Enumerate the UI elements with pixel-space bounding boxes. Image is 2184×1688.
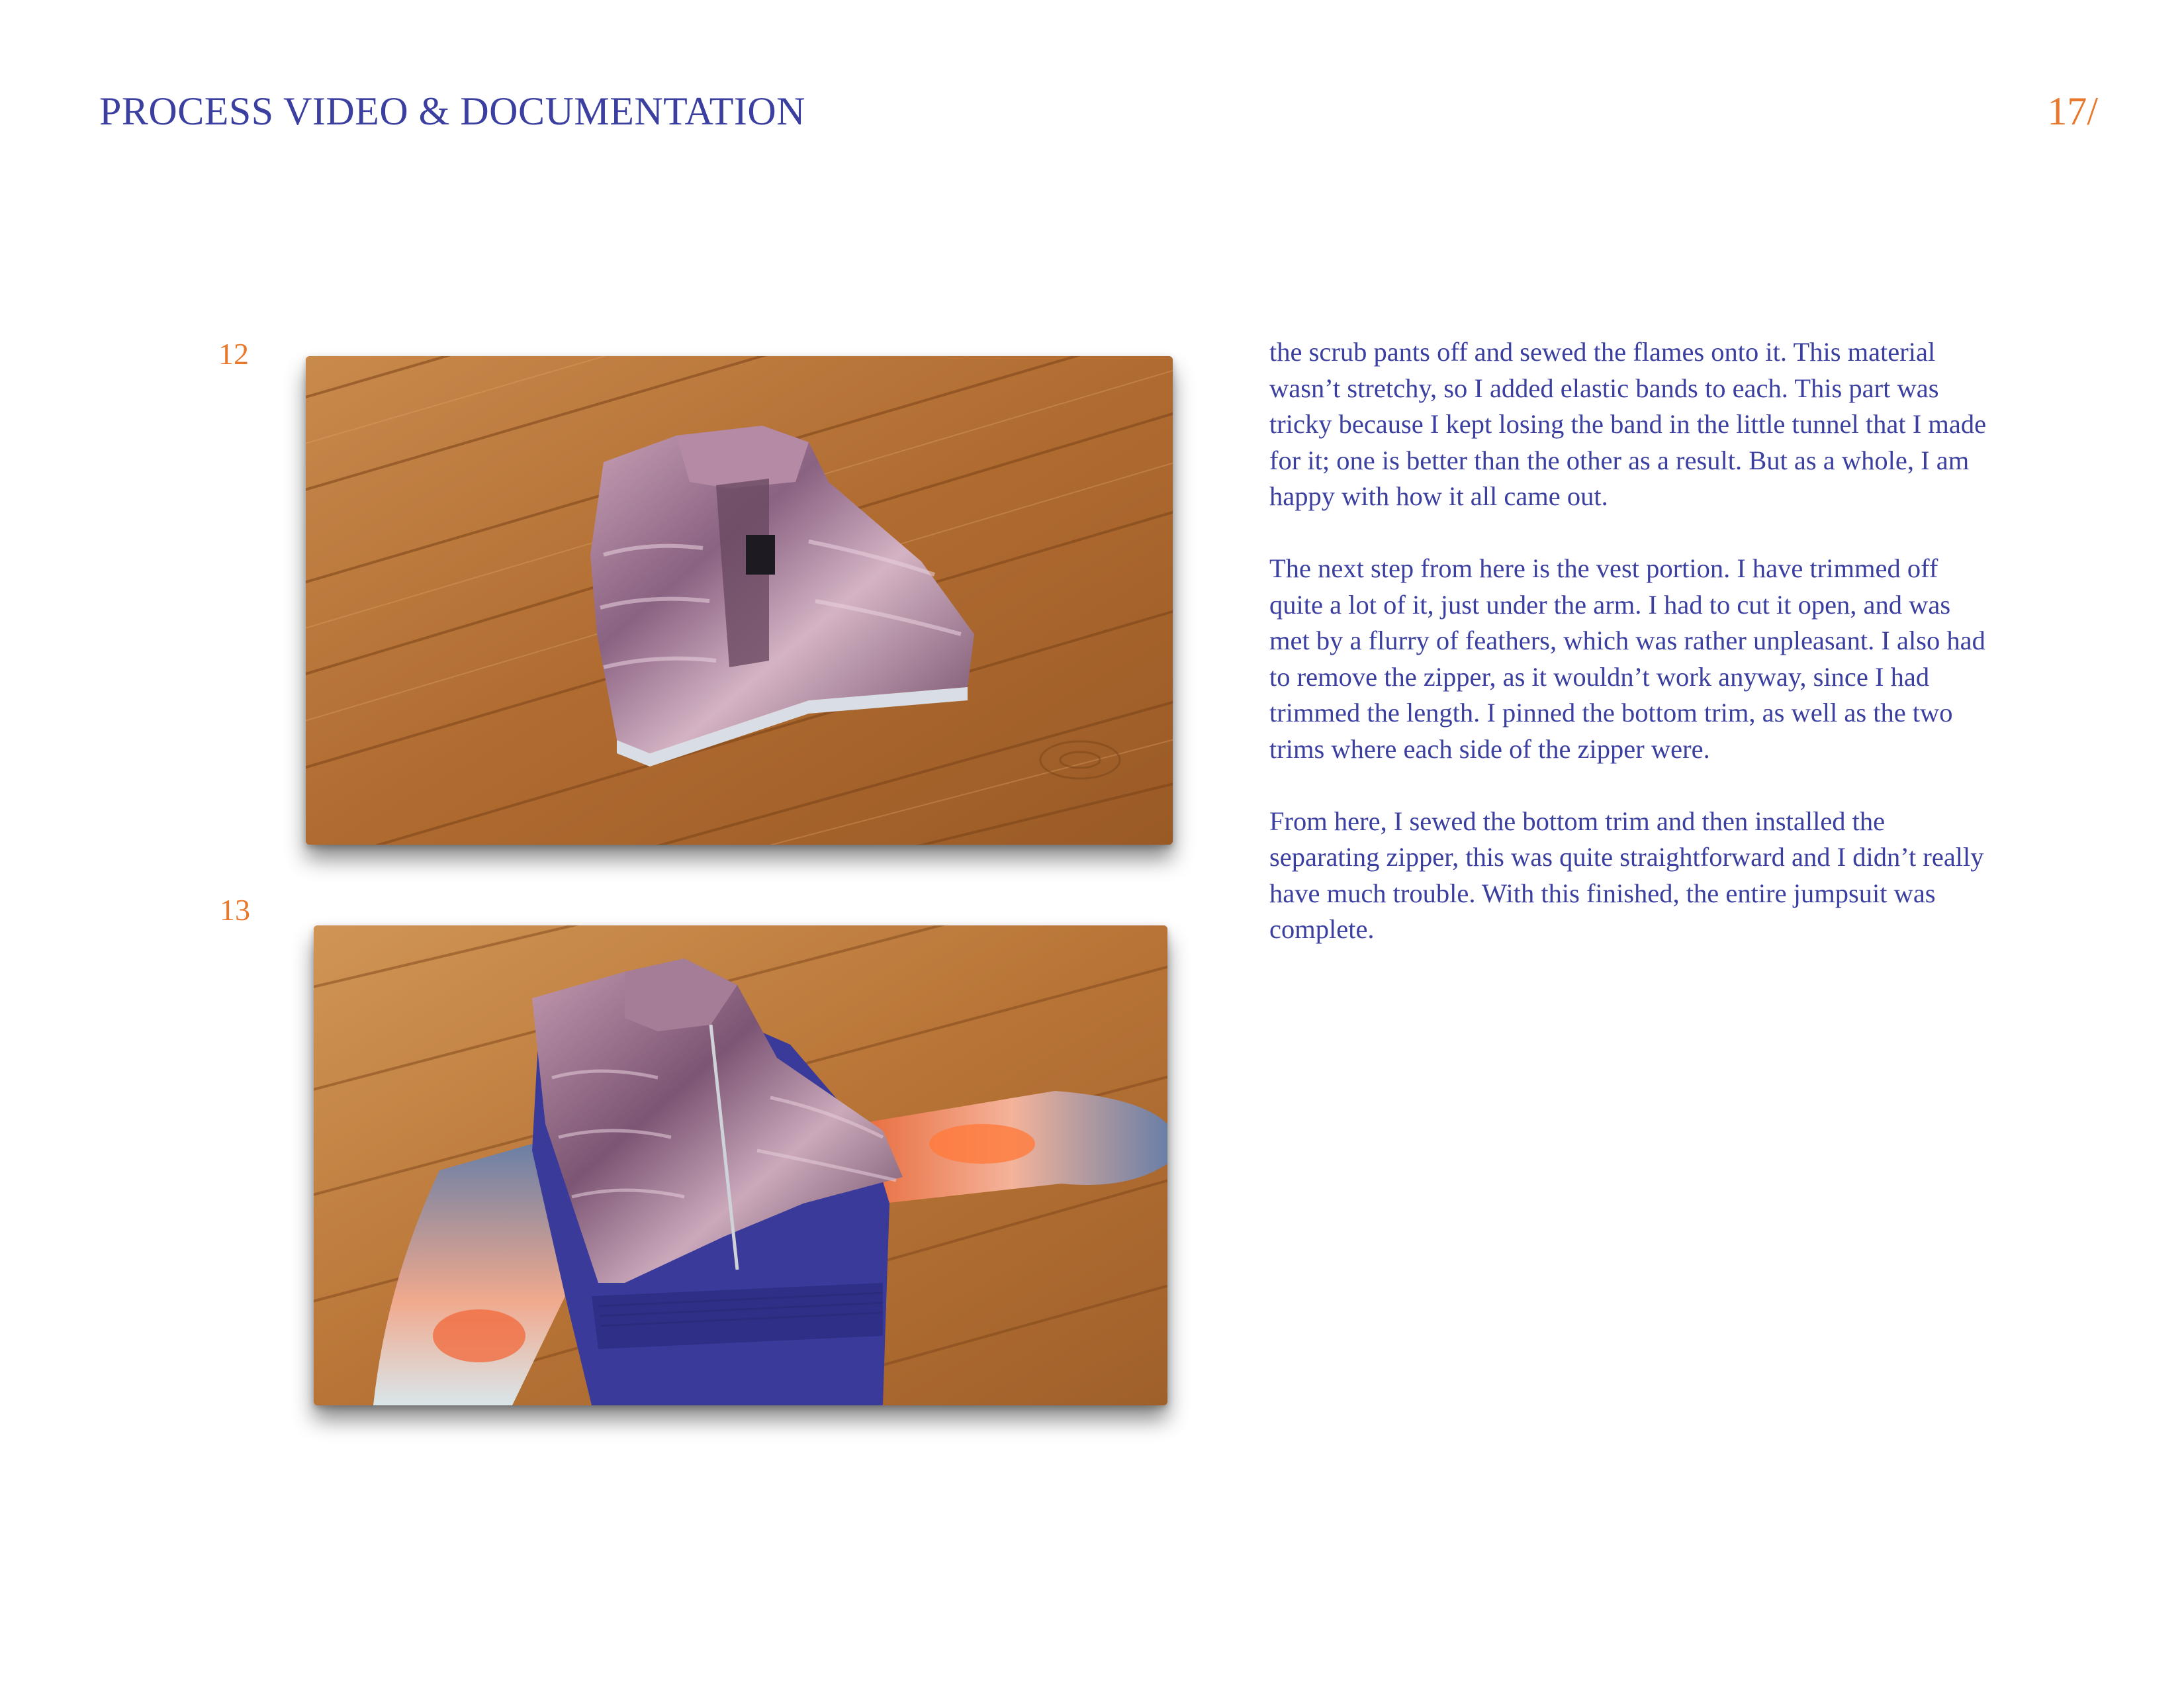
page-title: PROCESS VIDEO & DOCUMENTATION: [99, 89, 805, 133]
paragraph-1: the scrub pants off and sewed the flames onto it. This material wasn’t stretchy, so I added elastic bands to each. This part was tricky because I kept losing the band in the little tunnel that I made for it; one is better than the other as a result. But as a whole, I am happy with how it all came out.: [1269, 337, 1987, 511]
jumpsuit-photo-illustration: [314, 925, 1167, 1405]
vest-photo-illustration: [306, 356, 1173, 845]
figure-number-12: 12: [218, 337, 249, 371]
figure-number-13: 13: [220, 893, 250, 927]
paragraph-3: From here, I sewed the bottom trim and then installed the separating zipper, this was quite straightforward and I didn’t really have much trouble. With this finished, the entire jumpsuit was complete.: [1269, 806, 1984, 944]
paragraph-2: The next step from here is the vest portion. I have trimmed off quite a lot of it, just under the arm. I had to cut it open, and was met by a flurry of feathers, which was rather unpleasant. I also had to remove the zipper, as it wouldn’t work anyway, since I had trimmed the length. I pinned the bottom trim, as well as the two trims where each side of the zipper were.: [1269, 553, 1985, 764]
body-text: [1269, 334, 1991, 984]
photo-vest-on-floor: [306, 356, 1173, 845]
page-number: 17/: [2047, 89, 2098, 133]
photo-jumpsuit-on-floor: [314, 925, 1167, 1405]
